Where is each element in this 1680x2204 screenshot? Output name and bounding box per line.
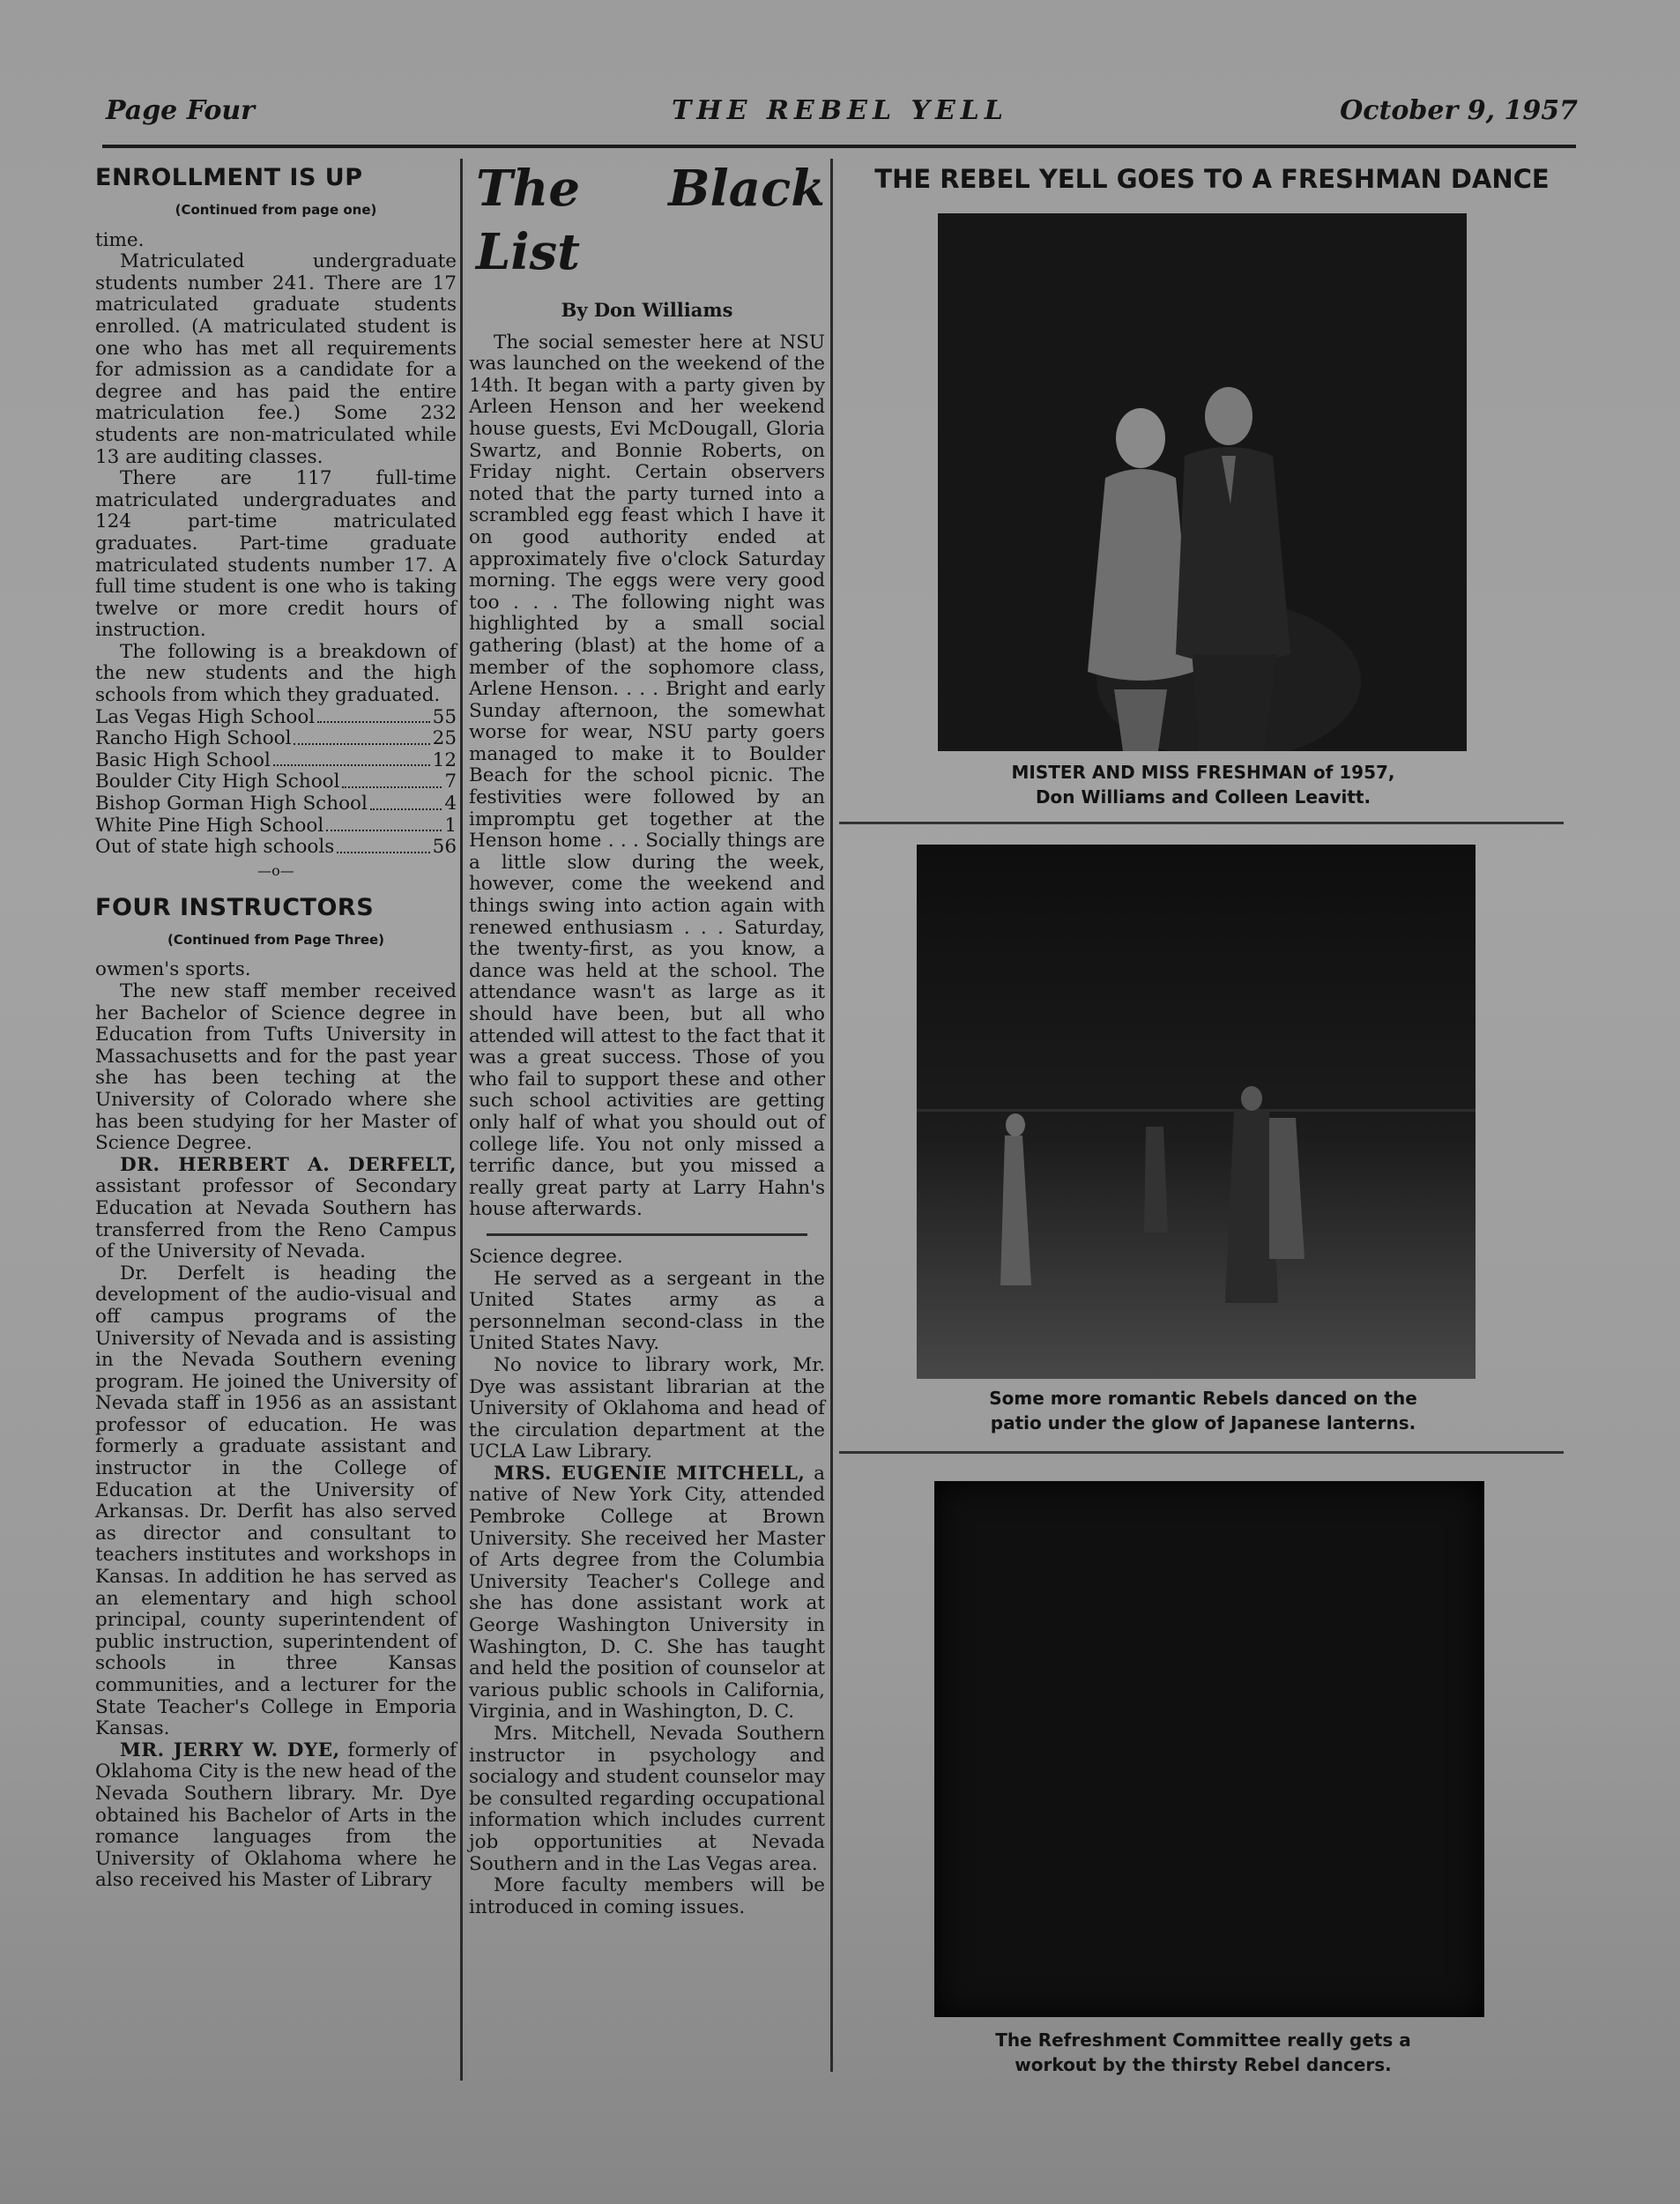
school-count: 7	[444, 771, 457, 793]
school-count: 25	[432, 727, 457, 750]
instructors-cont-paragraph	[469, 1463, 825, 1724]
photo-patio-dancers	[917, 845, 1476, 1379]
mitchell-name: MRS. EUGENIE MITCHELL,	[494, 1462, 806, 1485]
column-rule-2	[830, 159, 833, 2072]
school-row	[95, 837, 457, 859]
couple-silhouette-figure	[938, 213, 1467, 751]
school-name: Boulder City High School	[95, 771, 340, 793]
school-count: 55	[432, 705, 457, 728]
caption-line: patio under the glow of Japanese lanterns.	[990, 1412, 1416, 1433]
instructors-paragraph	[95, 1155, 457, 1263]
photo-caption-3	[881, 2028, 1525, 2077]
school-row	[95, 771, 457, 793]
photo-caption-2	[881, 1386, 1525, 1435]
caption-line: Don Williams and Colleen Leavitt.	[1035, 786, 1372, 808]
school-name: Basic High School	[95, 748, 271, 771]
black-list-title: The Black List	[476, 160, 825, 281]
school-count: 12	[432, 748, 457, 771]
school-breakdown-table	[95, 707, 457, 859]
school-count: 4	[444, 793, 457, 815]
photo-section-heading: THE REBEL YELL GOES TO A FRESHMAN DANCE	[874, 164, 1550, 194]
photo-caption-1	[881, 760, 1525, 809]
caption-line: workout by the thirsty Rebel dancers.	[1015, 2054, 1392, 2075]
page-label: Page Four	[106, 95, 255, 126]
instructors-paragraph	[95, 1740, 457, 1892]
patio-dance-figure	[917, 845, 1476, 1379]
issue-date: October 9, 1957	[1340, 95, 1578, 126]
instructors-paragraph: Dr. Derfelt is heading the development of the audio-visual and off campus programs of the University of Nevada and is assisting in the Nevada Southern evening program. He joined the University of Nevada staff in 1956 as an assistant professor of education. He was formerly a graduate assistant and instructor in the College of Education at the University of Arkansas. Dr. Derfit has also served as director and consultant to teachers institutes and workshops in Kansas. In addition he has served as an elementary and high school principal, county superintendent of public instruction, superintendent of schools in three Kansas communities, and a lecturer for the State Teacher's College in Emporia Kansas.	[95, 1262, 457, 1740]
dye-text: formerly of Oklahoma City is the new head of the Nevada Southern library. Mr. Dye obtained his Bachelor of Arts in the romance languages from the University of Oklahoma where he also received his Master of Library	[95, 1739, 457, 1892]
school-count: 56	[432, 836, 457, 859]
school-row	[95, 815, 457, 838]
instructors-cont-paragraph: Mrs. Mitchell, Nevada Southern instructor in psychology and socialogy and student counselor may be consulted regarding occupational information which includes current job opportunities at Nevada Southern and in the Las Vegas area.	[469, 1723, 825, 1875]
paper-name: THE REBEL YELL	[671, 95, 1008, 126]
enrollment-paragraph: Matriculated undergraduate students number 241. There are 17 matriculated graduate students enrolled. (A matriculated student is one who has met all requirements for admission as a candidate for a degree and has paid the entire matriculation fee.) Some 232 students are non-matriculated while 13 are auditing classes.	[95, 250, 457, 468]
school-row	[95, 707, 457, 729]
enrollment-paragraph: There are 117 full-time matriculated undergraduates and 124 part-time matriculated graduates. Part-time graduate matriculated students number 17. A full time student is one who is taking twelve or more credit hours of instruction.	[95, 467, 457, 642]
derfelt-name: DR. HERBERT A. DERFELT,	[120, 1153, 457, 1176]
instructors-paragraph: owmen's sports.	[95, 958, 251, 981]
instructors-continued: (Continued from Page Three)	[167, 931, 385, 948]
school-name: Bishop Gorman High School	[95, 793, 368, 815]
photo-separator	[839, 822, 1564, 824]
mitchell-text: a native of New York City, attended Pembroke College at Brown University. She received her Master of Arts degree from the Columbia University Teacher's College and she has done assistant work at George Washington University in Washington, D. C. She has taught and held the position of counselor at various public schools in California, Virginia, and in Washington, D. C.	[469, 1462, 825, 1724]
black-list-byline: By Don Williams	[561, 299, 733, 321]
photo-separator	[839, 1451, 1564, 1454]
school-name: Las Vegas High School	[95, 705, 316, 728]
school-row	[95, 750, 457, 772]
school-name: White Pine High School	[95, 814, 324, 837]
column-rule-1	[460, 159, 463, 2081]
school-name: Rancho High School	[95, 727, 292, 750]
photo-refreshment-committee	[934, 1481, 1484, 2017]
instructors-cont-paragraph: He served as a sergeant in the United States army as a personnelman second-class in the United States Navy.	[469, 1267, 825, 1355]
column-2	[469, 157, 825, 1918]
instructors-cont-paragraph: Science degree.	[469, 1245, 623, 1268]
masthead-rule	[102, 145, 1576, 148]
instructors-cont-paragraph: More faculty members will be introduced in coming issues.	[469, 1874, 825, 1918]
instructors-cont-paragraph: No novice to library work, Mr. Dye was assistant librarian at the University of Oklahoma and head of the circulation department at the UCLA Law Library.	[469, 1353, 825, 1463]
black-list-paragraph: The social semester here at NSU was launched on the weekend of the 14th. It began with a party given by Arleen Henson and her weekend house guests, Evi McDougall, Gloria Swartz, and Bonnie Roberts, on Friday night. Certain observers noted that the party turned into a scrambled egg feast which I have it on good authority ended at approximately five o'clock Saturday morning. The eggs were very good too . . . The following night was highlighted by a small social gathering (blast) at the home of a member of the sophomore class, Arlene Henson. . . . Bright and early Sunday afternoon, the somewhat worse for wear, NSU party goers managed to make it to Boulder Beach for the school picnic. The festivities were followed by an impromptu get together at the Henson home . . . Socially things are a little slow during the week, however, come the weekend and things swing into action again with renewed enthusiasm . . . Saturday, the twenty-first, as you know, a dance was held at the school. The attendance wasn't as large as it should have been, but all who attended will attest to the fact that it was a great success. Those of you who fail to support these and other such school activities are getting only half of what you should out of college life. You not only missed a terrific dance, but you missed a really great party at Larry Hahn's house afterwards.	[469, 331, 825, 1221]
caption-line: MISTER AND MISS FRESHMAN of 1957,	[1011, 762, 1395, 783]
enrollment-paragraph: The following is a breakdown of the new students and the high schools from which they graduated.	[95, 640, 457, 707]
school-row	[95, 728, 457, 750]
caption-line: The Refreshment Committee really gets a	[995, 2029, 1411, 2051]
school-count: 1	[444, 814, 457, 837]
derfelt-text: assistant professor of Secondary Education at Nevada Southern has transferred from the Reno Campus of the University of Nevada.	[95, 1175, 457, 1263]
school-row	[95, 793, 457, 815]
enrollment-continued: (Continued from page one)	[175, 202, 377, 218]
caption-line: Some more romantic Rebels danced on the	[989, 1388, 1417, 1409]
enrollment-heading: ENROLLMENT IS UP	[95, 164, 363, 191]
photo-freshman-couple	[938, 213, 1467, 751]
instructors-paragraph: The new staff member received her Bachelor of Science degree in Education from Tufts University in Massachusetts and for the past year she has been teching at the University of Colorado where she has been studying for her Master of Science Degree.	[95, 980, 457, 1155]
instructors-heading: FOUR INSTRUCTORS	[95, 893, 375, 921]
column-1	[95, 162, 457, 1892]
enrollment-paragraph: time.	[95, 228, 145, 251]
column-divider	[487, 1233, 807, 1236]
section-divider: —o—	[257, 861, 294, 879]
school-name: Out of state high schools	[95, 836, 335, 859]
dye-name: MR. JERRY W. DYE,	[120, 1739, 340, 1761]
